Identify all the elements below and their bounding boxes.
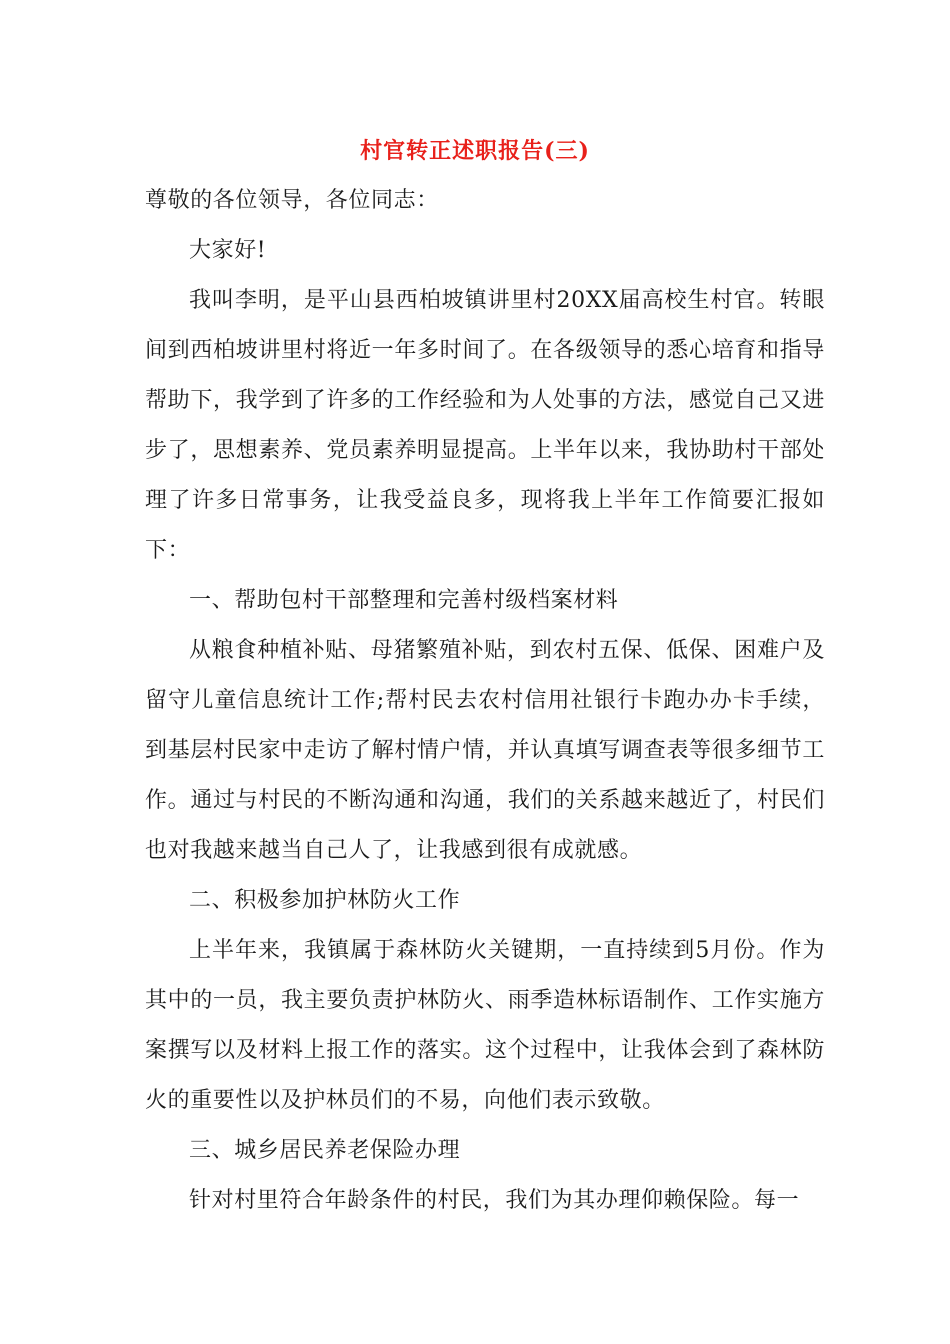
section-heading-3: 三、城乡居民养老保险办理 [189,1138,461,1163]
section-heading-2: 二、积极参加护林防火工作 [189,888,461,913]
salutation: 尊敬的各位领导，各位同志： [145,188,439,213]
section-paragraph-3: 针对村里符合年龄条件的村民，我们为其办理仰赖保险。每一 [189,1188,800,1213]
section-paragraph-1: 从粮食种植补贴、母猪繁殖补贴，到农村五保、低保、困难户及留守儿童信息统计工作;帮村民去农村信用社银行卡跑办办卡手续，到基层村民家中走访了解村情户情，并认真填写调查表等很多细节工作。通过与村民的不断沟通和沟通，我们的关系越来越近了，村民们也对我越来越当自己人了，让我感到很有成就感。 [145,638,825,863]
document-title: 村官转正述职报告(三) [360,138,590,164]
document-body [145,176,825,1226]
section-paragraph-2: 上半年来，我镇属于森林防火关键期，一直持续到5月份。作为其中的一员，我主要负责护林防火、雨季造林标语制作、工作实施方案撰写以及材料上报工作的落实。这个过程中，让我体会到了森林防火的重要性以及护林员们的不易，向他们表示致敬。 [145,938,825,1113]
intro-paragraph: 我叫李明，是平山县西柏坡镇讲里村20XX届高校生村官。转眼间到西柏坡讲里村将近一年多时间了。在各级领导的悉心培育和指导帮助下，我学到了许多的工作经验和为人处事的方法，感觉自己又进步了，思想素养、党员素养明显提高。上半年以来，我协助村干部处理了许多日常事务，让我受益良多，现将我上半年工作简要汇报如下： [145,288,825,563]
greeting: 大家好! [189,238,267,263]
section-heading-1: 一、帮助包村干部整理和完善村级档案材料 [189,588,619,613]
